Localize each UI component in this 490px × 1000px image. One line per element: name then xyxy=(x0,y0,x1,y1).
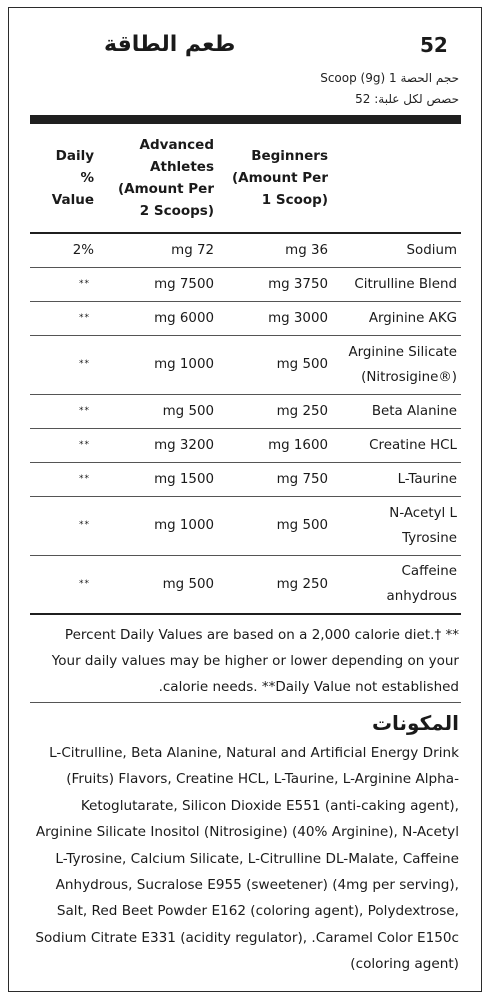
thick-divider xyxy=(30,115,461,124)
ingredients-title: المكونات xyxy=(371,711,459,735)
row-advanced: mg 1500 xyxy=(100,462,218,496)
daily-value-footnote: Percent Daily Values are based on a 2,000 calorie diet.† ** Your daily values may be higher or lower depending on your .calorie needs. **Daily Value not established xyxy=(51,627,459,695)
ingredients-list: L-Citrulline, Beta Alanine, Natural and Artificial Energy Drink (Fruits) Flavors, Creatine HCL, L-Taurine, L-Arginine Alpha-Ketoglutarate, Silicon Dioxide E551 (anti-caking agent), Arginine Silicate Inositol (Nitrosigine) (40% Arginine), N-Acetyl L-Tyrosine, Calcium Silicate, L-Citrulline DL-Malate, Caffeine Anhydrous, Sucralose E955 (sweetener) (4mg per serving), Salt, Red Beet Powder E162 (coloring agent), Polydextrose, Sodium Citrate E331 (acidity regulator), .Caramel Color E150c (coloring agent) xyxy=(35,745,459,973)
row-name: Sodium xyxy=(330,233,461,267)
table-row xyxy=(30,335,461,394)
header-beginners: Beginners (Amount Per 1 Scoop) xyxy=(218,124,330,233)
table-row xyxy=(30,555,461,614)
row-advanced: mg 500 xyxy=(100,394,218,428)
header-name xyxy=(330,124,461,233)
table-row xyxy=(30,301,461,335)
section-divider xyxy=(30,702,461,703)
row-name: L-Taurine xyxy=(330,462,461,496)
table-row xyxy=(30,267,461,301)
row-dv: ** xyxy=(30,462,100,496)
row-dv: ** xyxy=(30,335,100,394)
row-beginners: mg 1600 xyxy=(218,428,330,462)
row-beginners: mg 36 xyxy=(218,233,330,267)
table-row xyxy=(30,496,461,555)
flavor-number: 52 xyxy=(420,33,448,57)
row-beginners: mg 500 xyxy=(218,335,330,394)
row-dv: ** xyxy=(30,428,100,462)
header-advanced: Advanced Athletes (Amount Per 2 Scoops) xyxy=(100,124,218,233)
row-dv: ** xyxy=(30,394,100,428)
row-advanced: mg 1000 xyxy=(100,335,218,394)
row-name: Arginine AKG xyxy=(330,301,461,335)
row-dv: ** xyxy=(30,267,100,301)
row-advanced: mg 500 xyxy=(100,555,218,614)
row-advanced: mg 72 xyxy=(100,233,218,267)
row-dv: ** xyxy=(30,555,100,614)
table-header-row xyxy=(30,124,461,233)
supplement-facts-table xyxy=(30,124,461,615)
header-daily-value: Daily % Value xyxy=(30,124,100,233)
row-advanced: mg 6000 xyxy=(100,301,218,335)
row-beginners: mg 750 xyxy=(218,462,330,496)
table-row xyxy=(30,394,461,428)
table-row xyxy=(30,428,461,462)
table-row xyxy=(30,462,461,496)
row-beginners: mg 250 xyxy=(218,555,330,614)
row-dv: 2% xyxy=(30,233,100,267)
serving-size: حجم الحصة 1 Scoop (9g) xyxy=(320,71,459,85)
row-advanced: mg 3200 xyxy=(100,428,218,462)
flavor-title: طعم الطاقة xyxy=(104,32,236,57)
row-beginners: mg 3750 xyxy=(218,267,330,301)
row-dv: ** xyxy=(30,301,100,335)
table-row xyxy=(30,233,461,267)
row-name: N-Acetyl L Tyrosine xyxy=(330,496,461,555)
row-advanced: mg 7500 xyxy=(100,267,218,301)
row-beginners: mg 500 xyxy=(218,496,330,555)
row-name: Arginine Silicate (Nitrosigine®) xyxy=(330,335,461,394)
row-name: Beta Alanine xyxy=(330,394,461,428)
row-name: Caffeine anhydrous xyxy=(330,555,461,614)
row-name: Creatine HCL xyxy=(330,428,461,462)
row-name: Citrulline Blend xyxy=(330,267,461,301)
servings-per-container: حصص لكل علبة: 52 xyxy=(355,92,459,106)
row-dv: ** xyxy=(30,496,100,555)
row-advanced: mg 1000 xyxy=(100,496,218,555)
row-beginners: mg 250 xyxy=(218,394,330,428)
row-beginners: mg 3000 xyxy=(218,301,330,335)
